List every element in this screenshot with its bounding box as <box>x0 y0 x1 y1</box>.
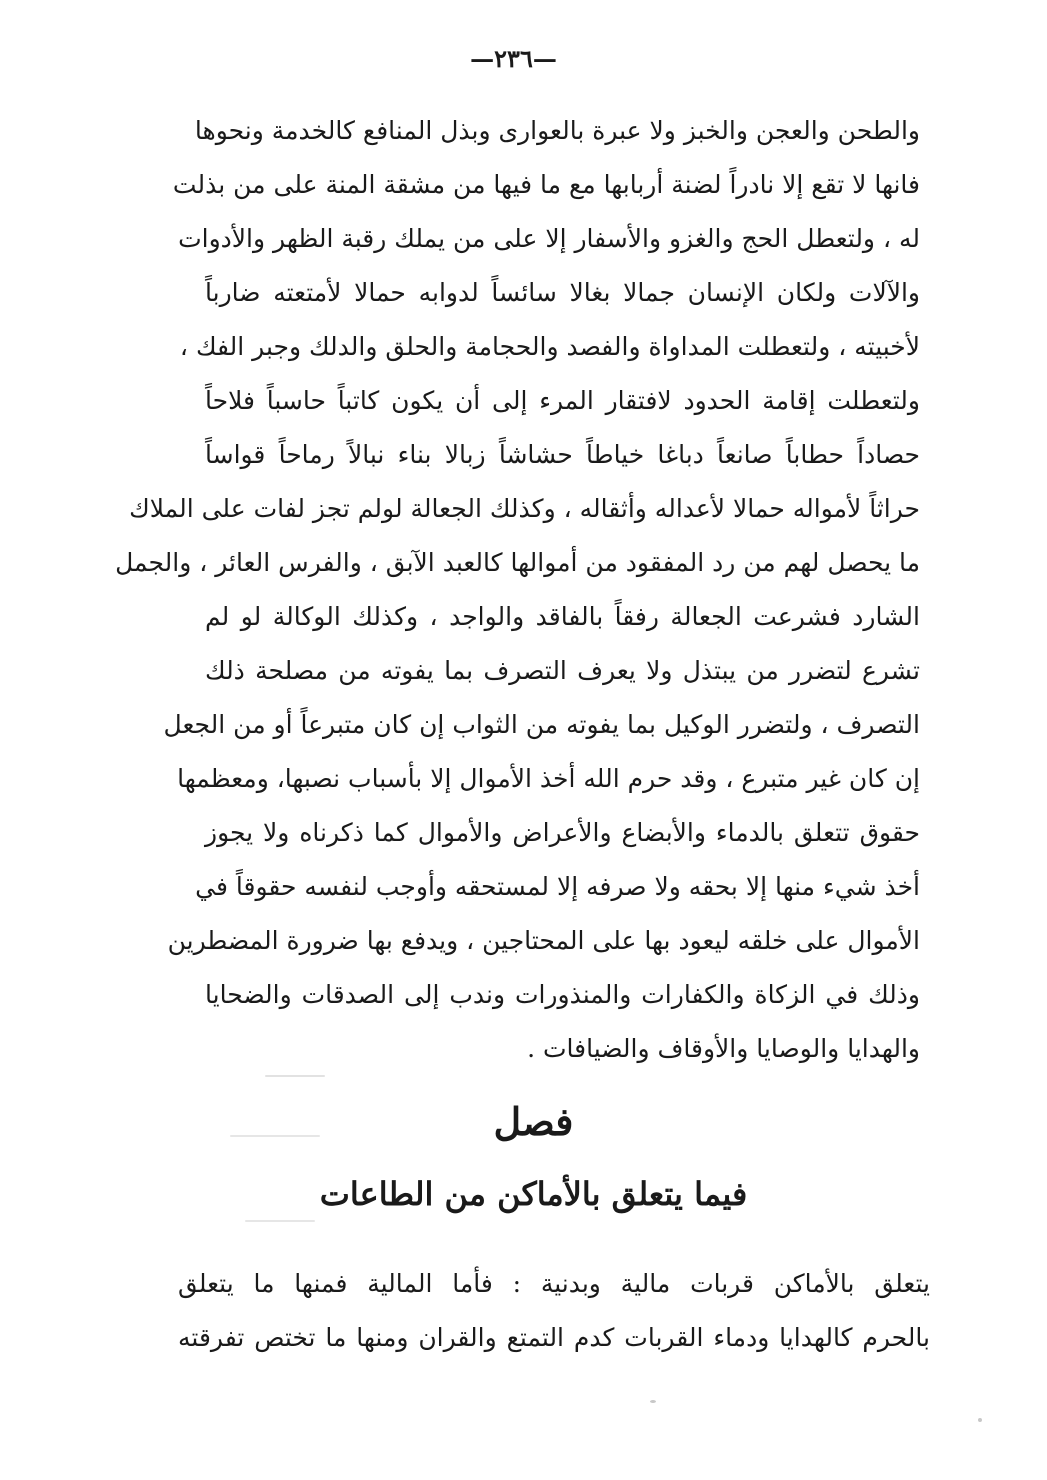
text-line: أخذ شيء منها إلا بحقه ولا صرفه إلا لمستحقه وأوجب لنفسه حقوقاً في <box>195 872 920 901</box>
text-line: ولتعطلت إقامة الحدود لافتقار المرء إلى أن يكون كاتباً حاسباً فلاحاً <box>205 386 920 415</box>
section-heading: فصل <box>493 1099 574 1144</box>
text-line: يتعلق بالأماكن قربات مالية وبدنية : فأما المالية فمنها ما يتعلق <box>178 1269 930 1298</box>
text-line: حقوق تتعلق بالدماء والأبضاع والأعراض والأموال كما ذكرناه ولا يجوز <box>205 818 920 847</box>
text-line: والهدايا والوصايا والأوقاف والضيافات . <box>527 1034 920 1063</box>
section-subheading: فيما يتعلق بالأماكن من الطاعات <box>319 1175 748 1213</box>
scan-speck <box>650 1400 656 1403</box>
text-line: له ، ولتعطل الحج والغزو والأسفار إلا على من يملك رقبة الظهر والأدوات <box>178 224 920 253</box>
text-line: والآلات ولكان الإنسان جمالا بغالا سائساً لدوابه حمالا لأمتعته ضارباً <box>205 278 920 307</box>
paragraph-section <box>178 1257 930 1365</box>
text-line: إن كان غير متبرع ، وقد حرم الله أخذ الأموال إلا بأسباب نصبها، ومعظمها <box>177 764 920 793</box>
scan-speck <box>230 1135 320 1137</box>
paragraph-main <box>115 104 920 1076</box>
text-line: الشارد فشرعت الجعالة رفقاً بالفاقد والواجد ، وكذلك الوكالة لو لم <box>205 602 920 631</box>
text-line: ما يحصل لهم من رد المفقود من أموالها كالعبد الآبق ، والفرس العائر ، والجمل <box>115 548 920 577</box>
text-line: حراثاً لأمواله حمالا لأعداله وأثقاله ، وكذلك الجعالة لولم تجز لفات على الملاك <box>129 494 920 523</box>
scan-speck <box>978 1418 982 1422</box>
page-number: —٢٣٦— <box>470 44 557 73</box>
text-line: تشرع لتضرر من يبتذل ولا يعرف التصرف بما يفوته من مصلحة ذلك <box>205 656 920 685</box>
text-line: حصاداً حطاباً صانعاً دباغا خياطاً حشاشاً زبالا بناء نبالاً رماحاً قواساً <box>205 440 920 469</box>
text-line: التصرف ، ولتضرر الوكيل بما يفوته من الثواب إن كان متبرعاً أو من الجعل <box>163 710 920 739</box>
text-line: فانها لا تقع إلا نادراً لضنة أربابها مع ما فيها من مشقة المنة على من بذلت <box>172 170 920 199</box>
text-line: الأموال على خلقه ليعود بها على المحتاجين ، ويدفع بها ضرورة المضطرين <box>167 926 920 955</box>
text-line: لأخبيته ، ولتعطلت المداواة والفصد والحجامة والحلق والدلك وجبر الفك ، <box>179 332 920 361</box>
text-line: بالحرم كالهدايا ودماء القربات كدم التمتع والقران ومنها ما تختص تفرقته <box>178 1323 930 1352</box>
scan-speck <box>245 1220 315 1222</box>
text-line: وذلك في الزكاة والكفارات والمنذورات وندب إلى الصدقات والضحايا <box>205 980 920 1009</box>
text-line: والطحن والعجن والخبز ولا عبرة بالعوارى وبذل المنافع كالخدمة ونحوها <box>194 116 920 145</box>
scan-speck <box>265 1075 325 1077</box>
